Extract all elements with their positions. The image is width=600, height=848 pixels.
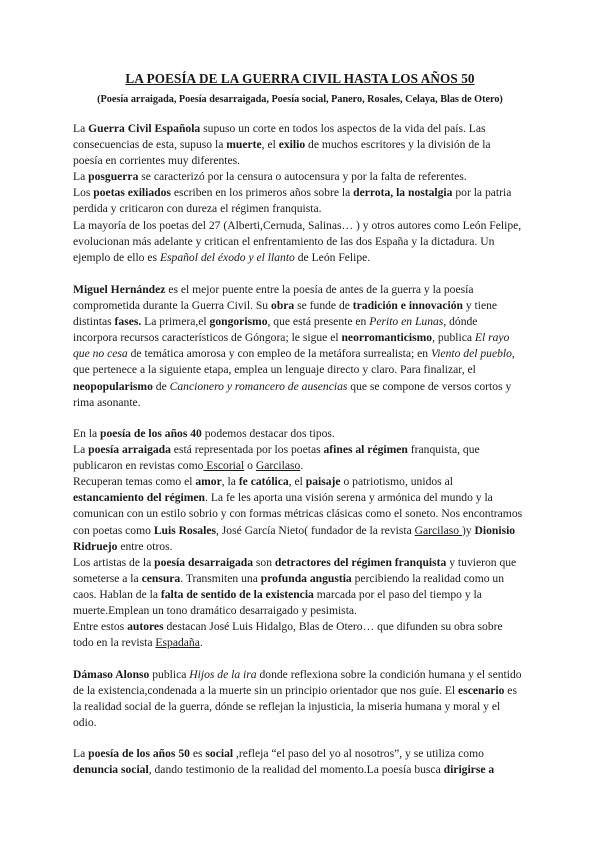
- text-line: Los poetas exiliados escriben en los primeros años sobre la derrota, la nostalgia por la patria perdida y criticaron con dureza el régimen franquista.: [73, 186, 512, 216]
- paragraph-civil-war: [73, 121, 523, 266]
- text-line: La mayoría de los poetas del 27 (Alberti,Cernuda, Salinas… ) y otros autores como León Felipe, evolucionan más adelante y critican el enfrentamiento de las dos España y la dictadura. Un ejemplo de ello es Español del éxodo y el llanto de León Felipe.: [73, 218, 522, 264]
- text-line: Miguel Hernández es el mejor puente entre la poesía de antes de la guerra y la poesía comprometida durante la Guerra Civil. Su obra se funde de tradición e innovación y tiene distintas fases. La primera,el gongorismo, que está presente en Perito en Lunas, dónde incorpora recursos característicos de Góngora; le sigue el neorromanticismo, publica El rayo que no cesa de temática amorosa y con empleo de la metáfora surrealista; en Viento del pueblo, que pertenece a la siguiente etapa, emplea un lenguaje directo y claro. Para finalizar, el neopopularismo de Cancionero y romancero de ausencias que se compone de versos cortos y rima asonante.: [73, 283, 515, 409]
- text-line: Recuperan temas como el amor, la fe católica, el paisaje o patriotismo, unidos al estancamiento del régimen. La fe les aporta una visión serena y armónica del mundo y la comunican con un estilo sobrio y con formas métricas clásicas como el soneto. Nos encontramos con poetas como Luis Rosales, José García Nieto( fundador de la revista Garcilaso )y Dionisio Ridruejo entre otros.: [73, 475, 523, 553]
- text-line: La Guerra Civil Española supuso un corte en todos los aspectos de la vida del país. Las consecuencias de esta, supuso la muerte, el exilio de muchos escritores y la división de la poesía en corrientes muy diferentes.: [73, 122, 491, 168]
- paragraph-poetry-40s: [73, 426, 523, 651]
- text-line: Los artistas de la poesía desarraigada son detractores del régimen franquista y tuvieron que someterse a la censura. Transmiten una profunda angustia percibiendo la realidad como un caos. Hablan de la falta de sentido de la existencia marcada por el paso del tiempo y la muerte.Emplean un tono dramático desarraigado y pesimista.: [73, 555, 517, 618]
- text-line: Entre estos autores destacan José Luis Hidalgo, Blas de Otero… que difunden su obra sobre todo en la revista Espadaña.: [73, 620, 503, 650]
- paragraph-miguel-hernandez: [73, 282, 523, 411]
- paragraph-poetry-50s: [73, 746, 523, 778]
- paragraph-damaso-alonso: [73, 667, 523, 731]
- text-line: Dámaso Alonso publica Hijos de la ira donde reflexiona sobre la condición humana y el sentido de la existencia,condenada a la muerte sin un principio orientador que nos guíe. El escenario es la realidad social de la guerra, dónde se reflejan la injusticia, la miseria humana y moral y el odio.: [73, 668, 522, 730]
- text-line: La posguerra se caracterizó por la censura o autocensura y por la falta de referentes.: [73, 170, 467, 184]
- text-line: La poesía arraigada está representada por los poetas afines al régimen franquista, que publicaron en revistas como Escorial o Garcilaso.: [73, 443, 480, 473]
- page-title: LA POESÍA DE LA GUERRA CIVIL HASTA LOS AÑOS 50: [125, 71, 475, 86]
- page-subtitle: (Poesía arraigada, Poesía desarraigada, Poesía social, Panero, Rosales, Celaya, Blas de Otero): [97, 94, 503, 105]
- text-line: En la poesía de los años 40 podemos destacar dos tipos.: [73, 427, 335, 440]
- text-line: La poesía de los años 50 es social ,refleja “el paso del yo al nosotros”, y se utiliza como denuncia social, dando testimonio de la realidad del momento.La poesía busca dirigirse a: [73, 747, 495, 777]
